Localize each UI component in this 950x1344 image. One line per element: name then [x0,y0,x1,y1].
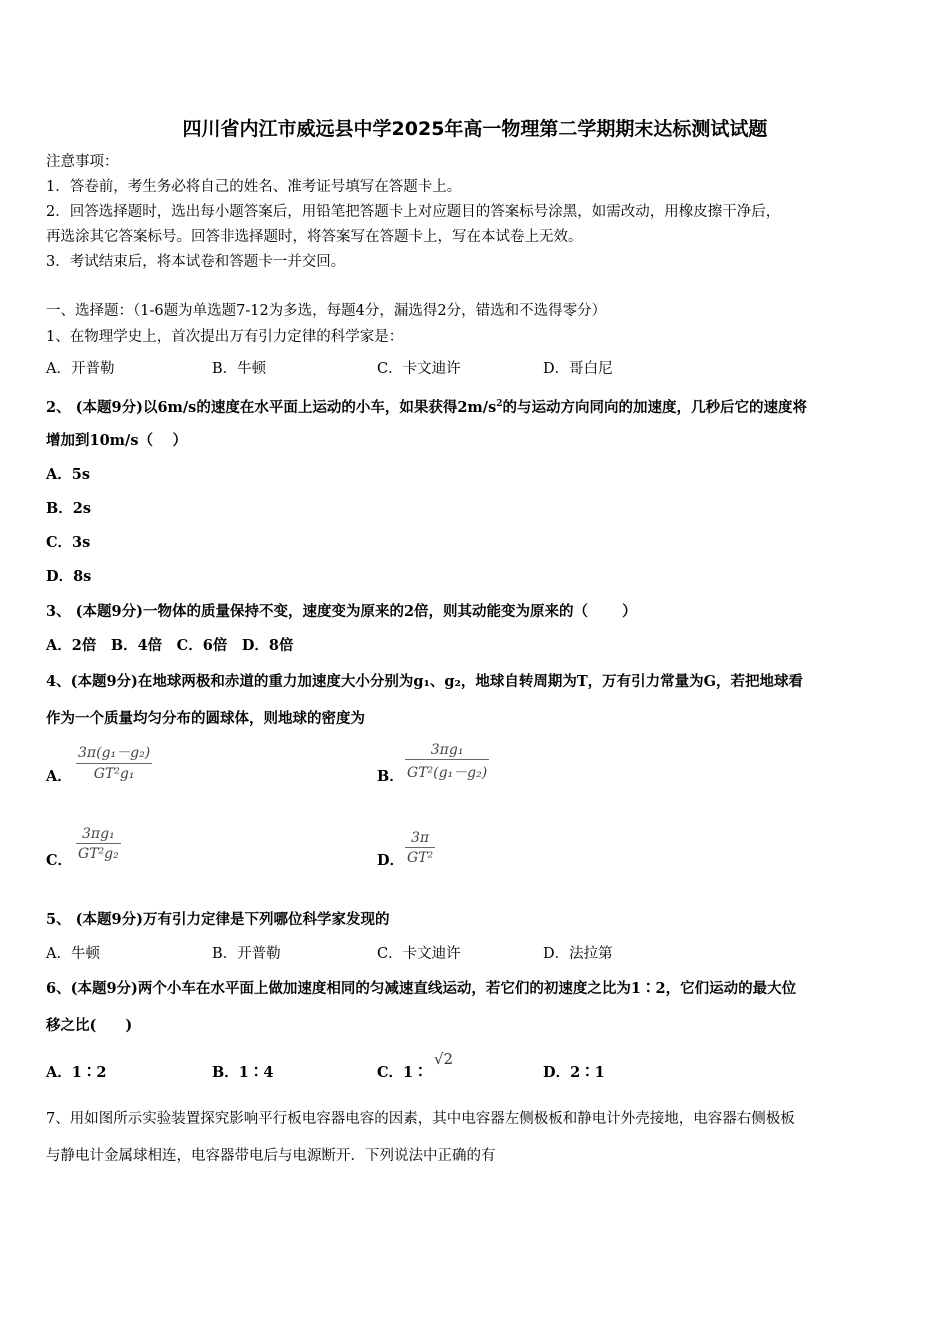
q2-option-d: D．8s [46,568,92,585]
question-6-stem: 6、(本题9分)两个小车在水平面上做加速度相同的匀减速直线运动，若它们的初速度之比为1∶2，它们运动的最大位 [46,980,797,997]
q4-option-d-label: D． [377,852,405,869]
notice-heading: 注意事项： [46,154,119,170]
q1-option-d: D．哥白尼 [543,361,613,377]
q4-option-c-label: C． [46,852,73,869]
question-7-stem-cont: 与静电计金属球相连，电容器带电后与电源断开．下列说法中正确的有 [46,1148,496,1164]
section-heading: 一、选择题：（1-6题为单选题7-12为多选，每题4分，漏选得2分，错选和不选得零分） [46,303,607,319]
q1-option-a: A．开普勒 [46,361,115,377]
q4-formula-b: $\frac{\text{3πg₁}}{\text{GT²(g₁－g₂)}}$ [407,742,488,781]
q4-option-b-label: B． [377,768,404,785]
question-7-stem: 7、用如图所示实验装置探究影响平行板电容器电容的因素，其中电容器左侧极板和静电计外壳接地，电容器右侧极板 [46,1111,795,1127]
question-2-stem: 2、 (本题9分)以6m/s的速度在水平面上运动的小车，如果获得$2m/s^2$的与运动方向同向的加速度，几秒后它的速度将 [46,398,807,416]
notice-item: 2．回答选择题时，选出每小题答案后，用铅笔把答题卡上对应题目的答案标号涂黑，如需改动，用橡皮擦干净后， [46,204,781,220]
q6-sqrt-two: √2 [434,1050,454,1068]
q5-option-d: D．法拉第 [543,946,613,962]
q1-option-c: C．卡文迪许 [377,361,461,377]
notice-item: 1．答卷前，考生务必将自己的姓名、准考证号填写在答题卡上。 [46,179,462,195]
question-4-stem: 4、(本题9分)在地球两极和赤道的重力加速度大小分别为g₁、g₂，地球自转周期为T，万有引力常量为G，若把地球看 [46,673,804,690]
q2-option-b: B．2s [46,500,92,517]
q4-option-a-label: A． [46,768,72,785]
q5-option-b: B．开普勒 [212,946,281,962]
notice-item: 再选涂其它答案标号。回答非选择题时，将答案写在答题卡上，写在本试卷上无效。 [46,229,583,245]
q5-option-a: A．牛顿 [46,946,100,962]
q6-option-b: B．1∶4 [212,1064,274,1081]
question-6-stem-cont: 移之比( ) [46,1017,133,1034]
q4-formula-c: $\frac{\text{3πg₁}}{\text{GT²g₂}}$ [78,826,119,862]
q4-formula-a: $\frac{\text{3π(g₁－g₂)}}{\text{GT²g₁}}$ [76,742,152,782]
q6-option-d: D．2∶1 [543,1064,605,1081]
question-5-stem: 5、 (本题9分)万有引力定律是下列哪位科学家发现的 [46,911,390,928]
q2-option-a: A．5s [46,466,91,483]
question-1-stem: 1、在物理学史上，首次提出万有引力定律的科学家是： [46,329,404,345]
question-4-stem-cont: 作为一个质量均匀分布的圆球体，则地球的密度为 [46,710,365,727]
q6-option-c: C．1∶ [377,1064,428,1081]
q1-option-b: B．牛顿 [212,361,267,377]
q6-option-a: A．1∶2 [46,1064,107,1081]
question-3-stem: 3、 (本题9分)一物体的质量保持不变，速度变为原来的2倍，则其动能变为原来的（ ） [46,603,637,620]
q5-option-c: C．卡文迪许 [377,946,461,962]
q2-option-c: C．3s [46,534,91,551]
question-2-stem-cont: 增加到10m/s（ ） [46,432,188,449]
q4-formula-d: $\frac{3\pi}{\text{GT²}}$ [407,830,434,866]
notice-item: 3．考试结束后，将本试卷和答题卡一并交回。 [46,254,346,270]
q3-options: A．2倍 B．4倍 C．6倍 D．8倍 [46,637,294,654]
page-title: 四川省内江市威远县中学2025年高一物理第二学期期末达标测试试题 [182,118,768,140]
